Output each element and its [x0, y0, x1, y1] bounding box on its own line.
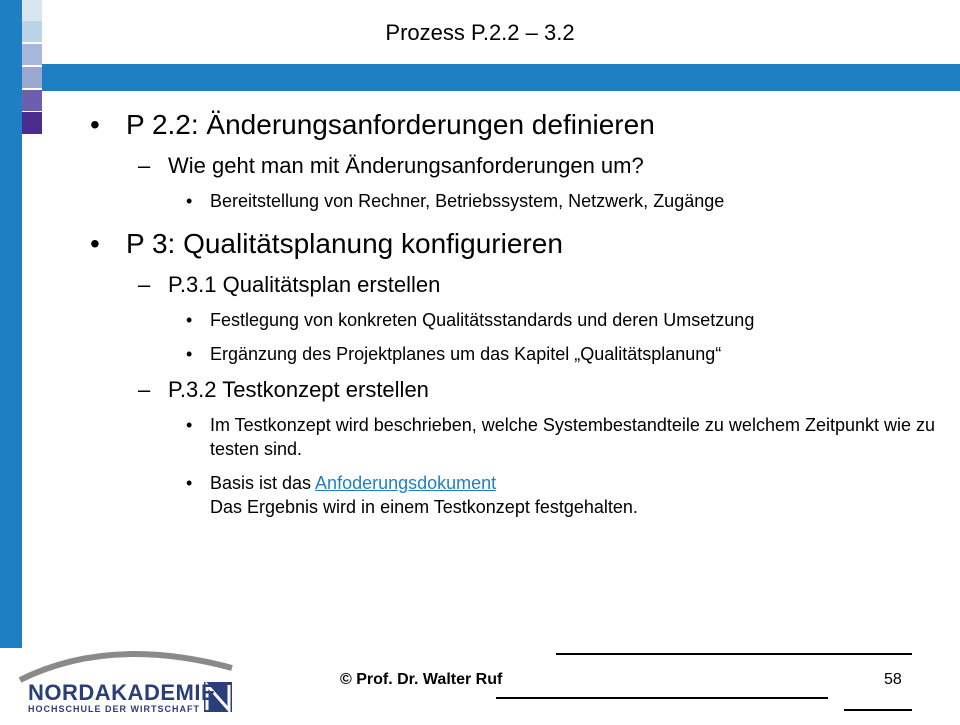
bullet-mark: •	[186, 191, 193, 211]
dash-mark: –	[138, 377, 151, 402]
p31-item: Festlegung von konkreten Qualitätsstandards und deren Umsetzung	[210, 310, 755, 330]
p32-item-prefix: Basis ist das	[210, 473, 316, 493]
nordakademie-logo	[0, 640, 240, 720]
bullet-mark: •	[90, 228, 100, 259]
logo-subtitle: HOCHSCHULE DER WIRTSCHAFT	[28, 704, 200, 714]
p32-item-line2: Das Ergebnis wird in einem Testkonzept festgehalten.	[210, 497, 638, 517]
decor-square	[22, 44, 42, 65]
sub-bullet	[90, 376, 940, 403]
bullet-mark: •	[90, 109, 100, 140]
sub-bullet	[90, 271, 940, 298]
bullet-p3	[90, 227, 940, 261]
bullet-mark: •	[186, 344, 193, 364]
bullet-mark: •	[186, 310, 193, 330]
bullet-mark: •	[186, 415, 193, 435]
detail-bullet	[90, 189, 940, 213]
bullet-p22	[90, 108, 940, 142]
decor-square	[22, 90, 42, 111]
p31-title: P.3.1 Qualitätsplan erstellen	[168, 272, 441, 297]
p22-heading: P 2.2: Änderungsanforderungen definieren	[126, 109, 655, 140]
detail-bullet	[90, 308, 940, 332]
bullet-mark: •	[186, 473, 193, 493]
footer-divider	[496, 697, 828, 699]
p3-heading: P 3: Qualitätsplanung konfigurieren	[126, 228, 563, 259]
detail-bullet	[90, 342, 940, 366]
p32-title: P.3.2 Testkonzept erstellen	[168, 377, 429, 402]
decor-square	[22, 112, 42, 134]
left-accent-bar	[0, 0, 22, 648]
slide-content	[90, 106, 940, 519]
dash-mark: –	[138, 272, 151, 297]
detail-bullet	[90, 413, 940, 461]
detail-bullet	[90, 471, 940, 519]
p22-detail: Bereitstellung von Rechner, Betriebssystem, Netzwerk, Zugänge	[210, 191, 725, 211]
dash-mark: –	[138, 153, 151, 178]
p32-item: Im Testkonzept wird beschrieben, welche Systembestandteile zu welchem Zeitpunkt wie zu testen sind.	[210, 415, 936, 459]
requirements-doc-link[interactable]: Anfoderungsdokument	[315, 473, 497, 493]
p22-sub: Wie geht man mit Änderungsanforderungen um?	[168, 153, 644, 178]
page-number: 58	[884, 671, 902, 688]
copyright-text: © Prof. Dr. Walter Ruf	[340, 671, 503, 688]
p31-item: Ergänzung des Projektplanes um das Kapitel „Qualitätsplanung“	[210, 344, 722, 364]
decor-square	[22, 67, 42, 88]
footer-divider	[556, 653, 912, 655]
sub-bullet	[90, 152, 940, 179]
decor-square	[22, 0, 42, 21]
slide-title: Prozess P.2.2 – 3.2	[385, 20, 575, 45]
logo-name: NORDAKADEMIE	[28, 680, 217, 705]
footer-divider	[844, 709, 912, 711]
title-band	[42, 64, 960, 91]
